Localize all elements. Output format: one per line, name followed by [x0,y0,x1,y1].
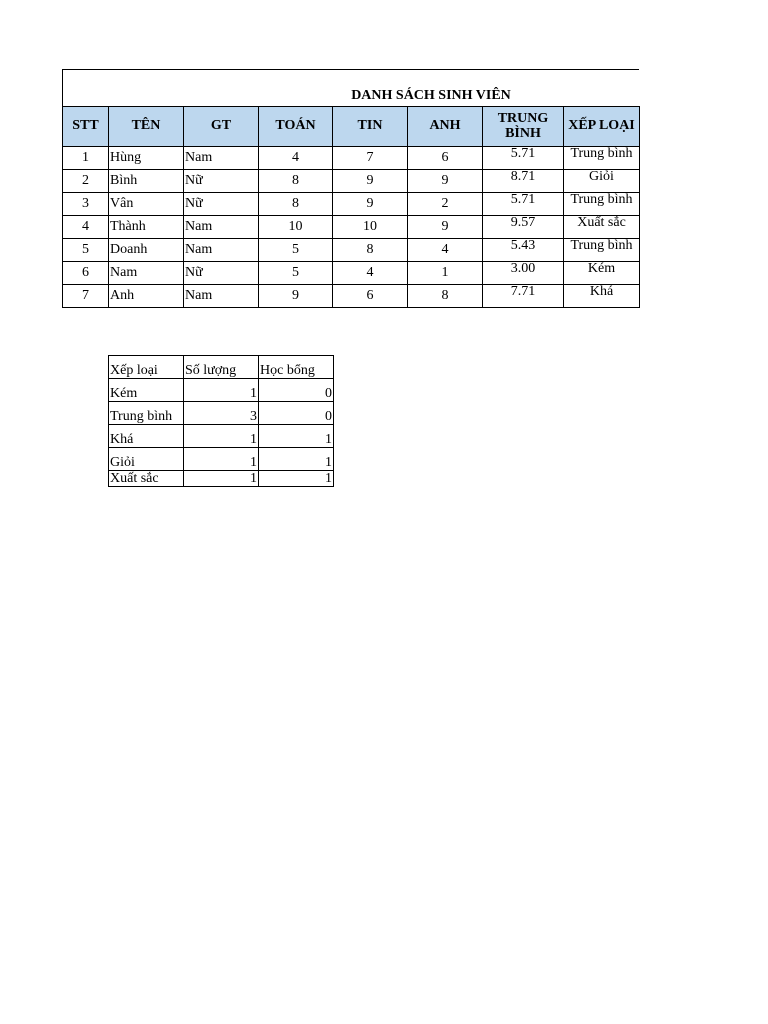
cell-stt[interactable]: 1 [63,147,109,170]
cell-ten[interactable]: Vân [109,193,184,216]
summary-cell-xep-loai[interactable]: Trung bình [109,402,184,425]
title-row [62,69,639,106]
summary-cell-hoc-bong[interactable]: 1 [259,425,334,448]
cell-xep-loai[interactable]: Giỏi [564,170,640,193]
summary-table [108,355,334,487]
table-row [63,216,640,239]
cell-toan[interactable]: 8 [259,193,333,216]
summary-section [108,355,334,487]
cell-ten[interactable]: Bình [109,170,184,193]
cell-anh[interactable]: 6 [408,147,483,170]
cell-tin[interactable]: 9 [333,170,408,193]
cell-toan[interactable]: 8 [259,170,333,193]
summary-header-so-luong[interactable]: Số lượng [184,356,259,379]
student-list-sheet [62,69,639,308]
cell-xep-loai[interactable]: Kém [564,262,640,285]
cell-stt[interactable]: 5 [63,239,109,262]
cell-xep-loai[interactable]: Trung bình [564,239,640,262]
header-gt[interactable]: GT [184,107,259,147]
header-toan[interactable]: TOÁN [259,107,333,147]
summary-cell-so-luong[interactable]: 1 [184,448,259,471]
cell-trung-binh[interactable]: 5.43 [483,239,564,262]
cell-toan[interactable]: 9 [259,285,333,308]
cell-tin[interactable]: 10 [333,216,408,239]
summary-cell-so-luong[interactable]: 1 [184,425,259,448]
header-row [63,107,640,147]
cell-tin[interactable]: 7 [333,147,408,170]
header-anh[interactable]: ANH [408,107,483,147]
summary-row [109,379,334,402]
summary-header-hoc-bong[interactable]: Học bổng [259,356,334,379]
table-row [63,262,640,285]
cell-tin[interactable]: 9 [333,193,408,216]
cell-stt[interactable]: 3 [63,193,109,216]
header-xep-loai[interactable]: XẾP LOẠI [564,107,640,147]
table-row [63,193,640,216]
table-row [63,147,640,170]
cell-xep-loai[interactable]: Trung bình [564,193,640,216]
cell-tin[interactable]: 6 [333,285,408,308]
cell-ten[interactable]: Hùng [109,147,184,170]
summary-cell-hoc-bong[interactable]: 0 [259,379,334,402]
cell-trung-binh[interactable]: 5.71 [483,193,564,216]
header-tin[interactable]: TIN [333,107,408,147]
summary-cell-hoc-bong[interactable]: 1 [259,471,334,487]
summary-cell-xep-loai[interactable]: Khá [109,425,184,448]
cell-toan[interactable]: 4 [259,147,333,170]
cell-anh[interactable]: 9 [408,216,483,239]
header-ten[interactable]: TÊN [109,107,184,147]
cell-gt[interactable]: Nam [184,239,259,262]
summary-row [109,471,334,487]
summary-cell-hoc-bong[interactable]: 1 [259,448,334,471]
summary-row [109,448,334,471]
cell-trung-binh[interactable]: 7.71 [483,285,564,308]
cell-ten[interactable]: Anh [109,285,184,308]
cell-ten[interactable]: Thành [109,216,184,239]
cell-stt[interactable]: 4 [63,216,109,239]
cell-ten[interactable]: Nam [109,262,184,285]
summary-cell-so-luong[interactable]: 1 [184,379,259,402]
table-row [63,239,640,262]
cell-trung-binh[interactable]: 8.71 [483,170,564,193]
summary-cell-so-luong[interactable]: 3 [184,402,259,425]
summary-header-row [109,356,334,379]
cell-tin[interactable]: 8 [333,239,408,262]
cell-gt[interactable]: Nam [184,216,259,239]
cell-xep-loai[interactable]: Xuất sắc [564,216,640,239]
summary-row [109,402,334,425]
cell-gt[interactable]: Nữ [184,262,259,285]
cell-toan[interactable]: 10 [259,216,333,239]
cell-stt[interactable]: 7 [63,285,109,308]
cell-tin[interactable]: 4 [333,262,408,285]
cell-anh[interactable]: 1 [408,262,483,285]
cell-toan[interactable]: 5 [259,262,333,285]
cell-gt[interactable]: Nữ [184,170,259,193]
cell-trung-binh[interactable]: 5.71 [483,147,564,170]
summary-cell-xep-loai[interactable]: Giỏi [109,448,184,471]
cell-gt[interactable]: Nam [184,285,259,308]
cell-anh[interactable]: 4 [408,239,483,262]
summary-cell-xep-loai[interactable]: Kém [109,379,184,402]
cell-trung-binh[interactable]: 9.57 [483,216,564,239]
summary-header-xep-loai[interactable]: Xếp loại [109,356,184,379]
cell-anh[interactable]: 8 [408,285,483,308]
cell-stt[interactable]: 2 [63,170,109,193]
summary-cell-so-luong[interactable]: 1 [184,471,259,487]
cell-stt[interactable]: 6 [63,262,109,285]
cell-gt[interactable]: Nữ [184,193,259,216]
table-row [63,170,640,193]
cell-gt[interactable]: Nam [184,147,259,170]
table-row [63,285,640,308]
cell-ten[interactable]: Doanh [109,239,184,262]
cell-xep-loai[interactable]: Khá [564,285,640,308]
cell-xep-loai[interactable]: Trung bình [564,147,640,170]
summary-cell-hoc-bong[interactable]: 0 [259,402,334,425]
summary-row [109,425,334,448]
cell-anh[interactable]: 9 [408,170,483,193]
cell-anh[interactable]: 2 [408,193,483,216]
header-stt[interactable]: STT [63,107,109,147]
summary-cell-xep-loai[interactable]: Xuất sắc [109,471,184,487]
sheet-title: DANH SÁCH SINH VIÊN [351,88,511,103]
student-table [62,106,640,308]
header-trung-binh[interactable]: TRUNG BÌNH [483,107,564,147]
cell-trung-binh[interactable]: 3.00 [483,262,564,285]
cell-toan[interactable]: 5 [259,239,333,262]
